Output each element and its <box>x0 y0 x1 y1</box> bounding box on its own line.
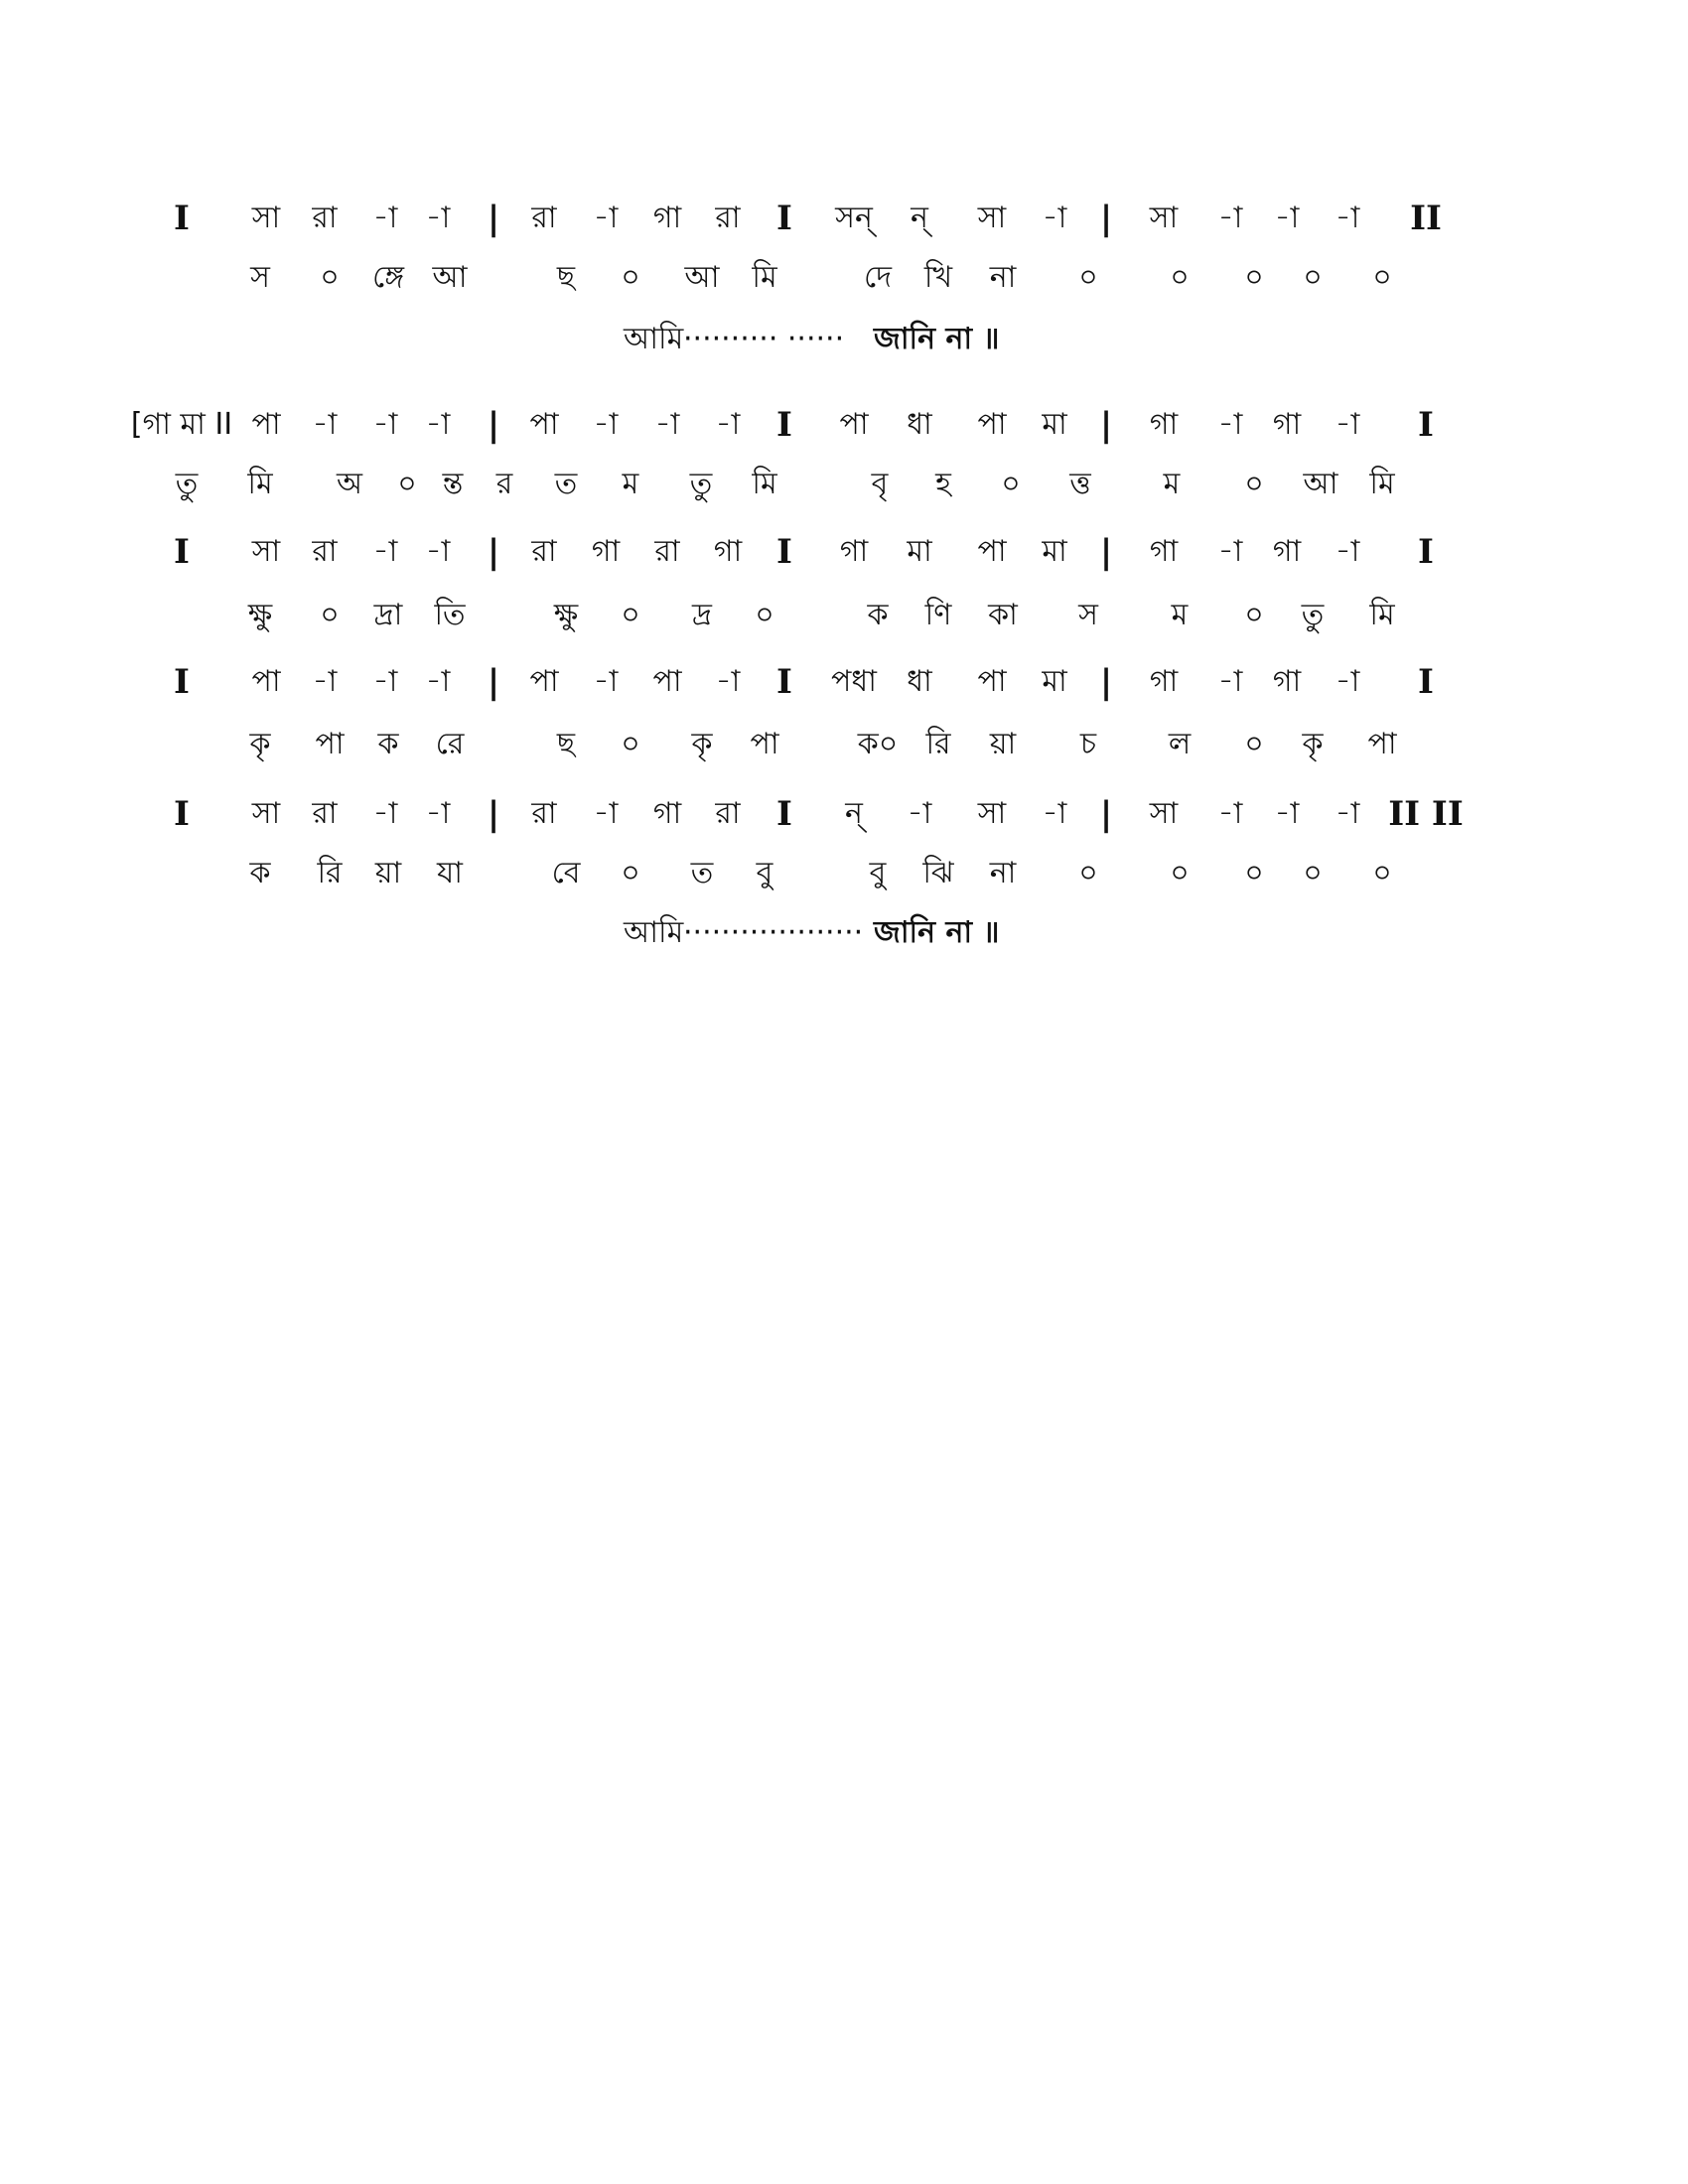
note-cell: -া <box>372 664 398 699</box>
lyric-syllable: তু <box>175 467 199 501</box>
refrain-start: আমি <box>624 915 684 950</box>
note-cell: -া <box>907 796 932 831</box>
lyric-syllable: ঝি <box>922 856 954 890</box>
lyric-syllable: মি <box>752 260 777 295</box>
note-cell: রা <box>715 796 741 831</box>
lyric-syllable: পা <box>315 727 345 761</box>
lyric-row <box>0 721 1688 768</box>
lyric-syllable: স <box>250 260 270 295</box>
bar-line: II <box>1410 199 1442 238</box>
lyric-row <box>0 592 1688 639</box>
lyric-syllable: ০ <box>1372 856 1392 890</box>
note-cell: -া <box>1217 534 1243 569</box>
bar-line: | <box>487 794 500 834</box>
note-cell: রা <box>531 201 557 235</box>
refrain-end: জানি না ॥ <box>874 915 1000 950</box>
lyric-syllable: মি <box>1369 467 1395 501</box>
note-cell: -া <box>1335 664 1360 699</box>
lyric-syllable: ন্ত <box>442 467 464 501</box>
lyric-row <box>0 461 1688 508</box>
note-cell: রা <box>715 201 741 235</box>
bar-line: | <box>1099 662 1113 702</box>
note-cell: সা <box>251 534 281 569</box>
bar-line: [গা মা II <box>130 407 233 442</box>
lyric-syllable: ০ <box>621 727 640 761</box>
lyric-syllable: ০ <box>1244 467 1264 501</box>
lyric-syllable: য়া <box>374 856 402 890</box>
lyric-syllable: ম <box>1163 467 1181 501</box>
lyric-syllable: ক <box>867 598 889 632</box>
note-cell: সা <box>977 201 1007 235</box>
note-cell: সা <box>251 796 281 831</box>
note-cell: -া <box>1335 534 1360 569</box>
lyric-syllable: র <box>495 467 513 501</box>
bar-line: | <box>487 532 500 572</box>
refrain-end: জানি না ॥ <box>874 322 1000 356</box>
lyric-syllable: ণি <box>924 598 952 632</box>
lyric-syllable: হ <box>935 467 951 501</box>
bar-line: I <box>1418 532 1434 572</box>
note-cell: গা <box>713 534 743 569</box>
lyric-syllable: ক০ <box>857 727 899 761</box>
note-cell: সন্ <box>835 201 873 235</box>
note-cell: গা <box>839 534 869 569</box>
lyric-syllable: মি <box>752 467 777 501</box>
lyric-syllable: ০ <box>1303 260 1323 295</box>
lyric-syllable: ক্ষু <box>247 598 273 632</box>
bar-line: | <box>1099 199 1113 238</box>
lyric-syllable: মি <box>1369 598 1395 632</box>
lyric-syllable: ০ <box>1372 260 1392 295</box>
note-cell: ধা <box>907 664 932 699</box>
lyric-syllable: মি <box>247 467 273 501</box>
note-cell: -া <box>654 407 680 442</box>
lyric-syllable: ০ <box>1244 260 1264 295</box>
note-cell: পা <box>529 664 559 699</box>
lyric-syllable: ম <box>622 467 639 501</box>
note-cell: রা <box>312 796 338 831</box>
lyric-syllable: বৃ <box>871 467 889 501</box>
lyric-syllable: ঙ্গে <box>371 260 405 295</box>
lyric-syllable: আ <box>1303 467 1338 501</box>
note-cell: রা <box>312 201 338 235</box>
lyric-row <box>0 254 1688 302</box>
bar-line: I <box>776 405 792 445</box>
note-cell: -া <box>425 796 451 831</box>
note-cell: পা <box>977 534 1007 569</box>
notation-row <box>0 528 1688 576</box>
note-cell: -া <box>1217 664 1243 699</box>
lyric-syllable: ০ <box>621 598 640 632</box>
bar-line: | <box>487 662 500 702</box>
lyric-syllable: খি <box>923 260 953 295</box>
note-cell: -া <box>425 201 451 235</box>
note-cell: পধা <box>831 664 877 699</box>
lyric-syllable: ত <box>690 856 714 890</box>
lyric-syllable: দে <box>864 260 892 295</box>
bar-line: II II <box>1388 794 1464 834</box>
note-cell: রা <box>312 534 338 569</box>
lyric-syllable: অ <box>337 467 362 501</box>
note-cell: গা <box>1272 664 1302 699</box>
lyric-syllable: আ <box>432 260 468 295</box>
note-cell: মা <box>1042 407 1067 442</box>
note-cell: -া <box>372 796 398 831</box>
lyric-syllable: রি <box>925 727 951 761</box>
note-cell: পা <box>652 664 682 699</box>
note-cell: রা <box>654 534 680 569</box>
lyric-syllable: ক <box>377 727 399 761</box>
refrain-dots: ·········· ······ <box>683 322 845 356</box>
note-cell: -া <box>1042 796 1067 831</box>
notation-row <box>0 790 1688 838</box>
note-cell: পা <box>977 407 1007 442</box>
bar-line: I <box>174 199 190 238</box>
note-cell: -া <box>425 407 451 442</box>
note-cell: -া <box>312 407 338 442</box>
lyric-syllable: ০ <box>621 856 640 890</box>
lyric-syllable: বে <box>551 856 581 890</box>
note-cell: -া <box>372 201 398 235</box>
note-cell: মা <box>907 534 932 569</box>
lyric-syllable: বু <box>869 856 887 890</box>
lyric-syllable: ০ <box>1244 856 1264 890</box>
lyric-syllable: ক্ষু <box>553 598 579 632</box>
lyric-syllable: ০ <box>397 467 417 501</box>
note-cell: সা <box>977 796 1007 831</box>
lyric-syllable: ত্ত <box>1069 467 1091 501</box>
note-cell: -া <box>312 664 338 699</box>
note-cell: -া <box>1335 407 1360 442</box>
note-cell: পা <box>529 407 559 442</box>
note-cell: গা <box>1272 534 1302 569</box>
lyric-syllable: চ <box>1079 727 1097 761</box>
lyric-syllable: পা <box>1367 727 1397 761</box>
note-cell: গা <box>1149 407 1179 442</box>
lyric-syllable: ০ <box>1170 260 1190 295</box>
lyric-syllable: ০ <box>1244 598 1264 632</box>
note-cell: -া <box>715 407 741 442</box>
bar-line: I <box>174 662 190 702</box>
refrain-line <box>0 909 1688 957</box>
note-cell: -া <box>593 201 619 235</box>
note-cell: -া <box>593 407 619 442</box>
notation-row <box>0 401 1688 449</box>
lyric-syllable: ছ <box>556 260 576 295</box>
lyric-syllable: ০ <box>320 260 340 295</box>
bar-line: | <box>1099 405 1113 445</box>
lyric-syllable: ০ <box>1244 727 1264 761</box>
lyric-syllable: বু <box>756 856 774 890</box>
note-cell: -া <box>372 534 398 569</box>
note-cell: -া <box>372 407 398 442</box>
lyric-syllable: কা <box>988 598 1018 632</box>
lyric-syllable: কৃ <box>691 727 713 761</box>
lyric-syllable: কৃ <box>1302 727 1324 761</box>
lyric-syllable: রি <box>317 856 343 890</box>
note-cell: গা <box>1149 534 1179 569</box>
note-cell: -া <box>715 664 741 699</box>
note-cell: -া <box>1274 201 1300 235</box>
lyric-syllable: দ্রা <box>373 598 403 632</box>
bar-line: I <box>1418 662 1434 702</box>
lyric-syllable: আ <box>684 260 720 295</box>
note-cell: ন্ <box>845 796 863 831</box>
note-cell: পা <box>251 664 281 699</box>
note-cell: গা <box>1272 407 1302 442</box>
bar-line: I <box>776 662 792 702</box>
note-cell: গা <box>652 796 682 831</box>
note-cell: -া <box>593 796 619 831</box>
notation-row <box>0 195 1688 242</box>
note-cell: -া <box>425 664 451 699</box>
notation-row <box>0 658 1688 706</box>
lyric-syllable: যা <box>437 856 463 890</box>
lyric-syllable: ০ <box>1001 467 1021 501</box>
lyric-syllable: ছ <box>556 727 576 761</box>
lyric-syllable: ০ <box>1170 856 1190 890</box>
lyric-syllable: ০ <box>1078 856 1098 890</box>
lyric-syllable: পা <box>750 727 779 761</box>
note-cell: সা <box>1149 796 1179 831</box>
lyric-syllable: ০ <box>755 598 774 632</box>
lyric-syllable: ০ <box>621 260 640 295</box>
lyric-syllable: না <box>989 260 1017 295</box>
note-cell: -া <box>1335 201 1360 235</box>
note-cell: মা <box>1042 534 1067 569</box>
note-cell: পা <box>251 407 281 442</box>
note-cell: পা <box>839 407 869 442</box>
lyric-syllable: দ্র <box>692 598 712 632</box>
note-cell: -া <box>1217 407 1243 442</box>
lyric-syllable: স <box>1078 598 1098 632</box>
lyric-syllable: তু <box>1301 598 1325 632</box>
lyric-syllable: তি <box>434 598 466 632</box>
note-cell: গা <box>652 201 682 235</box>
lyric-syllable: না <box>989 856 1017 890</box>
refrain-line <box>0 316 1688 363</box>
note-cell: -া <box>593 664 619 699</box>
lyric-syllable: ০ <box>1303 856 1323 890</box>
lyric-syllable: ত <box>554 467 578 501</box>
bar-line: I <box>1418 405 1434 445</box>
lyric-syllable: কৃ <box>249 727 271 761</box>
note-cell: -া <box>1217 201 1243 235</box>
bar-line: | <box>1099 532 1113 572</box>
bar-line: I <box>174 532 190 572</box>
lyric-syllable: ল <box>1168 727 1192 761</box>
lyric-syllable: রে <box>435 727 465 761</box>
lyric-syllable: ০ <box>1078 260 1098 295</box>
bar-line: I <box>776 199 792 238</box>
note-cell: গা <box>591 534 621 569</box>
lyric-syllable: তু <box>689 467 713 501</box>
note-cell: -া <box>1042 201 1067 235</box>
bar-line: I <box>776 794 792 834</box>
bar-line: | <box>487 405 500 445</box>
note-cell: রা <box>531 796 557 831</box>
note-cell: -া <box>425 534 451 569</box>
lyric-syllable: য়া <box>989 727 1017 761</box>
note-cell: -া <box>1335 796 1360 831</box>
lyric-syllable: ০ <box>320 598 340 632</box>
note-cell: সা <box>251 201 281 235</box>
note-cell: -া <box>1274 796 1300 831</box>
note-cell: -া <box>1217 796 1243 831</box>
note-cell: ন্ <box>911 201 928 235</box>
bar-line: I <box>174 794 190 834</box>
lyric-syllable: ক <box>249 856 271 890</box>
bar-line: | <box>1099 794 1113 834</box>
note-cell: রা <box>531 534 557 569</box>
note-cell: সা <box>1149 201 1179 235</box>
refrain-start: আমি <box>624 322 684 356</box>
note-cell: গা <box>1149 664 1179 699</box>
bar-line: I <box>776 532 792 572</box>
note-cell: মা <box>1042 664 1067 699</box>
lyric-syllable: ম <box>1171 598 1189 632</box>
note-cell: ধা <box>907 407 932 442</box>
bar-line: | <box>487 199 500 238</box>
lyric-row <box>0 850 1688 897</box>
note-cell: পা <box>977 664 1007 699</box>
refrain-dots: ··················· <box>683 915 864 950</box>
